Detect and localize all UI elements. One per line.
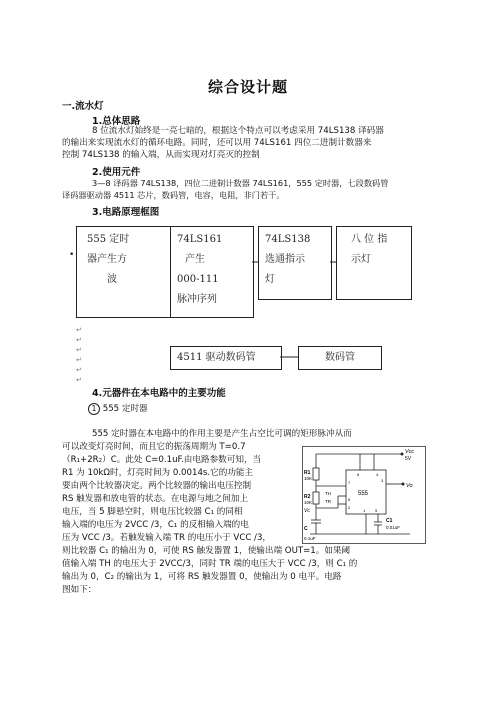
pin-2: 2 [348,505,351,510]
block-138-line-1: 74LS138 [265,234,311,245]
label-c-value: 0.1uF [304,536,316,541]
block-138-line-3: 灯 [265,274,275,285]
label-vc: Vc [304,508,310,514]
subheading-functions: 4.元器件在本电路中的主要功能 [92,388,226,399]
label-r1-value: 10K [304,476,313,481]
label-r2: R2 [304,494,311,500]
pin-3: 3 [381,478,384,483]
pin-7: 7 [348,480,351,485]
para-line: 输出为 0，C₂ 的输出为 1，可将 RS 触发器置 0，使输出为 0 电平。电路 [62,572,342,582]
label-vcc: Vcc [405,449,415,455]
pin-4: 4 [376,472,379,477]
para-line: 555 定时器在本电路中的作用主要是产生占空比可调的矩形脉冲从而 [92,429,352,439]
subheading-components: 2.使用元件 [92,167,141,178]
pin-5: 5 [375,508,378,513]
subheading-block-diagram: 3.电路原理框图 [92,207,160,218]
para-line: RS 触发器和放电管的状态。在电源与地之间加上 [62,494,249,504]
page-title: 综合设计题 [207,78,288,96]
label-tr: TR [325,499,331,504]
label-c1-value: 0.01uF [386,525,401,530]
components-line-1: 3—8 译码器 74LS138，四位二进制计数器 74LS161，555 定时器，七段数码管 [92,178,389,188]
para-line: 图如下： [62,585,97,595]
para-line: 输入端的电压为 2VCC /3，C₁ 的反相输入端的电 [62,520,249,530]
approach-line-1: 8 位流水灯始终是一亮七暗的，根据这个特点可以考虑采用 74LS138 译码器 [92,126,384,136]
block-4511-label: 4511 驱动数码管 [177,352,256,363]
para-line: 压为 VCC /3。若触发输入端 TR 的电压小于 VCC /3， [62,533,272,543]
schematic-555-circuit [302,446,426,544]
paragraph-marks: ↵ ↵ ↵ ↵ ↵ ↵ [76,326,82,384]
para-line: 值输入端 TH 的电压大于 2VCC/3，同时 TR 端的电压大于 VCC /3，则 C₁ 的 [62,559,358,569]
components-line-2: 译码器驱动器 4511 芯片，数码管，电容，电阻，非门若干。 [62,190,285,200]
block-display-label: 数码管 [325,352,355,363]
block-161-line-3: 000-111 [177,274,219,285]
label-c1: C1 [386,518,393,524]
pin-8: 8 [357,472,360,477]
para-line: 要由两个比较器决定。两个比较器的输出电压控制 [62,481,252,491]
label-th: TH [325,491,331,496]
label-c: C [304,526,308,532]
label-r1: R1 [304,470,311,476]
para-line: R1 为 10kΩ时，灯亮时间为 0.0014s.它的功能主 [62,468,254,478]
para-line: （R₁+2R₂）C。此处 C=0.1uF.由电路参数可知，当 [62,455,262,465]
para-line: 电压，当 5 脚悬空时，则电压比较器 C₁ 的同相 [62,507,243,517]
item-number-badge: 1 [88,403,100,415]
para-line: 则比较器 C₁ 的输出为 0，可使 RS 触发器置 1，使输出端 OUT=1。如果阈 [62,546,351,556]
approach-line-2: 的输出来实现流水灯的循环电路。同时，还可以用 74LS161 四位二进制计数器来 [62,138,372,148]
block-led-line-1: 八 位 指 [351,234,388,245]
block-555-line-2: 器产生方 [87,254,127,265]
block-161-line-2: 产生 [185,254,205,265]
para-line: 可以改变灯亮时间，而且它的振荡周期为 T=0.7 [62,442,246,452]
label-chip-555: 555 [358,491,369,497]
approach-line-3: 控制 74LS138 的输入端，从而实现对灯亮灭的控制 [62,150,260,160]
item-label: 555 定时器 [102,404,148,414]
label-vo: Vo [406,483,413,489]
block-161-line-4: 脉冲序列 [177,294,217,305]
pin-1: 1 [363,508,366,513]
block-555-line-3: 波 [107,274,117,285]
pin-6: 6 [348,497,351,502]
label-vcc-value: 5V [405,456,412,462]
item-555 [88,402,148,415]
block-138-line-2: 选通指示 [265,254,305,265]
bullet-mark: • [69,250,75,260]
subheading-approach: 1.总体思路 [92,116,141,127]
section-heading: 一.流水灯 [62,101,104,112]
label-r2-value: 10K [304,500,313,505]
block-161-line-1: 74LS161 [177,234,223,245]
block-555-line-1: 555 定时 [87,234,130,245]
block-led-line-2: 示灯 [351,254,371,265]
